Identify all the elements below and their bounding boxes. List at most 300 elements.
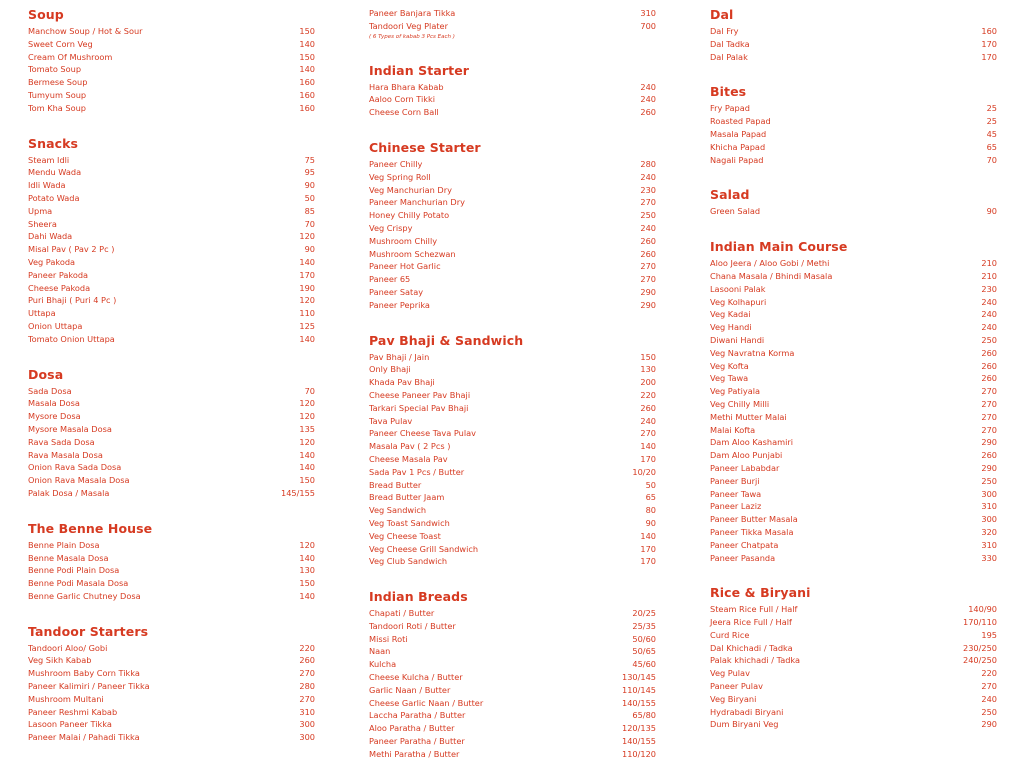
item-name: Chana Masala / Bhindi Masala	[710, 270, 833, 281]
menu-item	[710, 552, 997, 565]
item-price: 210	[981, 258, 997, 269]
item-name: Veg Navratna Korma	[710, 347, 795, 358]
item-price: 290	[640, 286, 656, 297]
menu-item	[369, 543, 656, 556]
menu-item	[28, 25, 315, 38]
item-name: Paneer Tikka Masala	[710, 526, 794, 537]
item-name: Paneer Paratha / Butter	[369, 736, 465, 747]
menu-item	[710, 629, 997, 642]
menu-item	[369, 633, 656, 646]
item-price: 140	[299, 256, 315, 267]
section-title: Dal	[710, 7, 734, 22]
menu-item	[710, 141, 997, 154]
item-price: 240/250	[962, 655, 997, 666]
item-name: Paneer Chilly	[369, 158, 423, 169]
menu-item	[710, 385, 997, 398]
item-price: 290	[640, 299, 656, 310]
menu-item	[369, 260, 656, 273]
item-price: 270	[981, 424, 997, 435]
item-name: Tarkari Special Pav Bhaji	[369, 402, 469, 413]
menu-item	[710, 25, 997, 38]
menu-column-3	[710, 7, 997, 752]
item-price: 135	[299, 423, 315, 434]
item-price: 270	[981, 681, 997, 692]
item-name: Benne Podi Plain Dosa	[28, 565, 120, 576]
item-name: Tandoori Roti / Butter	[369, 620, 456, 631]
item-name: Mysore Dosa	[28, 411, 81, 422]
item-price: 260	[640, 235, 656, 246]
menu-item	[710, 283, 997, 296]
menu-item	[28, 294, 315, 307]
menu-item	[28, 51, 315, 64]
item-name: Bread Butter Jaam	[369, 492, 445, 503]
menu-item	[28, 590, 315, 603]
item-price: 90	[645, 517, 656, 528]
item-name: Paneer 65	[369, 274, 411, 285]
menu-item	[369, 20, 656, 33]
section-title: Rice & Biryani	[710, 585, 811, 601]
item-price: 230	[640, 184, 656, 195]
menu-item	[369, 248, 656, 261]
menu-section	[28, 521, 315, 603]
item-price: 50	[645, 479, 656, 490]
menu-item	[710, 526, 997, 539]
item-price: 240	[981, 309, 997, 320]
item-name: Palak Dosa / Masala	[28, 487, 110, 498]
item-name: Dal Tadka	[710, 38, 750, 49]
menu-item	[369, 196, 656, 209]
item-price: 250	[640, 210, 656, 221]
menu-item	[710, 115, 997, 128]
menu-item	[28, 487, 315, 500]
item-name: Palak khichadi / Tadka	[710, 655, 801, 666]
menu-item	[28, 166, 315, 179]
item-name: Tandoori Aloo/ Gobi	[28, 642, 108, 653]
item-price: 170	[299, 269, 315, 280]
menu-item	[710, 667, 997, 680]
item-note: ( 6 Types of kabab 3 Pcs Each )	[369, 33, 455, 40]
menu-item	[710, 347, 997, 360]
item-name: Curd Rice	[710, 629, 750, 640]
item-price: 140	[299, 38, 315, 49]
item-price: 160	[299, 102, 315, 113]
item-price: 195	[981, 629, 997, 640]
item-name: Cheese Masala Pav	[369, 453, 448, 464]
item-name: Laccha Paratha / Butter	[369, 710, 466, 721]
item-price: 65/80	[632, 710, 656, 721]
item-name: Cream Of Mushroom	[28, 51, 113, 62]
item-price: 90	[304, 244, 315, 255]
section-title: Soup	[28, 7, 64, 22]
item-name: Cheese Paneer Pav Bhaji	[369, 389, 471, 400]
item-price: 240	[640, 222, 656, 233]
menu-item	[369, 491, 656, 504]
menu-item	[28, 667, 315, 680]
menu-item	[369, 479, 656, 492]
item-price: 120	[299, 411, 315, 422]
item-name: Veg Kadai	[710, 309, 751, 320]
item-price: 140/90	[968, 604, 997, 615]
item-name: Kulcha	[369, 659, 397, 670]
menu-item	[369, 158, 656, 171]
menu-item	[369, 645, 656, 658]
item-name: Paneer Laziz	[710, 501, 762, 512]
item-name: Veg Club Sandwich	[369, 556, 448, 567]
menu-item	[28, 731, 315, 744]
item-price: 140	[640, 530, 656, 541]
item-name: Cheese Corn Ball	[369, 107, 439, 118]
item-price: 210	[981, 270, 997, 281]
menu-item	[710, 51, 997, 64]
menu-column-1	[28, 7, 315, 765]
menu-item	[369, 466, 656, 479]
item-price: 70	[986, 154, 997, 165]
menu-item	[369, 235, 656, 248]
item-price: 310	[981, 501, 997, 512]
menu-section	[28, 624, 315, 744]
item-price: 80	[645, 505, 656, 516]
item-name: Paneer Peprika	[369, 299, 430, 310]
item-price: 190	[299, 282, 315, 293]
menu-item	[710, 616, 997, 629]
item-price: 300	[981, 488, 997, 499]
menu-item	[369, 171, 656, 184]
item-name: Tumyum Soup	[28, 89, 87, 100]
menu-item	[710, 718, 997, 731]
menu-item	[28, 38, 315, 51]
item-price: 120/135	[621, 723, 656, 734]
item-name: Benne Garlic Chutney Dosa	[28, 590, 141, 601]
item-name: Manchow Soup / Hot & Sour	[28, 26, 143, 36]
item-price: 65	[986, 141, 997, 152]
item-price: 160	[299, 77, 315, 88]
item-price: 260	[981, 347, 997, 358]
menu-item	[710, 500, 997, 513]
menu-item	[28, 397, 315, 410]
menu-item	[710, 539, 997, 552]
menu-item	[710, 102, 997, 115]
item-price: 270	[640, 197, 656, 208]
item-price: 90	[304, 180, 315, 191]
section-title: Chinese Starter	[369, 139, 481, 155]
menu-item	[369, 286, 656, 299]
menu-item	[369, 273, 656, 286]
item-price: 120	[299, 436, 315, 447]
item-name: Veg Cheese Grill Sandwich	[369, 543, 479, 554]
menu-item	[710, 257, 997, 270]
menu-section	[28, 7, 315, 115]
menu-item	[28, 552, 315, 565]
menu-item	[28, 564, 315, 577]
item-price: 220	[981, 668, 997, 679]
item-name: Paneer Kalimiri / Paneer Tikka	[28, 681, 150, 692]
item-price: 150	[640, 351, 656, 362]
menu-section	[369, 140, 656, 312]
menu-item	[369, 363, 656, 376]
item-price: 120	[299, 231, 315, 242]
item-name: Paneer Chatpata	[710, 539, 779, 550]
item-price: 230	[981, 283, 997, 294]
item-price: 300	[299, 719, 315, 730]
item-price: 140	[299, 449, 315, 460]
item-name: Bermese Soup	[28, 77, 88, 88]
menu-section	[710, 585, 997, 731]
item-price: 300	[981, 514, 997, 525]
item-name: Onion Rava Masala Dosa	[28, 475, 130, 486]
item-name: Dum Biryani Veg	[710, 719, 779, 730]
section-title: Snacks	[28, 135, 79, 151]
menu-item	[710, 321, 997, 334]
item-name: Veg Kolhapuri	[710, 296, 767, 307]
item-price: 95	[304, 167, 315, 178]
item-price: 20/25	[632, 608, 656, 619]
item-price: 700	[640, 20, 656, 31]
item-price: 260	[299, 655, 315, 666]
item-price: 240	[981, 322, 997, 333]
item-name: Tava Pulav	[369, 415, 413, 426]
item-price: 240	[640, 171, 656, 182]
item-name: Veg Handi	[710, 322, 752, 333]
item-name: Rava Sada Dosa	[28, 436, 95, 447]
item-price: 125	[299, 320, 315, 331]
item-price: 200	[640, 377, 656, 388]
item-name: Aaloo Corn Tikki	[369, 94, 436, 105]
item-price: 25	[986, 103, 997, 114]
menu-item	[28, 192, 315, 205]
menu-item	[710, 372, 997, 385]
menu-item	[28, 230, 315, 243]
item-price: 170/110	[962, 617, 997, 628]
section-title: Tandoor Starters	[28, 623, 149, 639]
item-name: Pav Bhaji / Jain	[369, 351, 430, 362]
item-name: Paneer Cheese Tava Pulav	[369, 428, 476, 439]
item-price: 110/145	[621, 684, 656, 695]
item-name: Steam Idli	[28, 154, 70, 165]
item-price: 220	[299, 642, 315, 653]
menu-item	[369, 209, 656, 222]
item-price: 290	[981, 437, 997, 448]
menu-item	[28, 102, 315, 115]
item-name: Veg Patiyala	[710, 386, 761, 397]
menu-item	[369, 184, 656, 197]
item-name: Honey Chilly Potato	[369, 210, 450, 221]
item-price: 140	[299, 590, 315, 601]
item-name: Khada Pav Bhaji	[369, 377, 435, 388]
item-price: 70	[304, 218, 315, 229]
item-price: 310	[640, 8, 656, 18]
menu-item	[710, 642, 997, 655]
item-name: Paneer Manchurian Dry	[369, 197, 465, 208]
item-price: 140	[299, 552, 315, 563]
item-name: Veg Pakoda	[28, 256, 76, 267]
menu-item	[369, 222, 656, 235]
menu-item	[369, 607, 656, 620]
item-name: Veg Sandwich	[369, 505, 427, 516]
item-name: Puri Bhaji ( Puri 4 Pc )	[28, 295, 117, 306]
item-name: Veg Tawa	[710, 373, 749, 384]
menu-item	[369, 722, 656, 735]
menu-item	[28, 282, 315, 295]
item-name: Tom Kha Soup	[28, 102, 86, 113]
menu-item	[710, 488, 997, 501]
menu-section	[28, 136, 315, 346]
item-name: Chapati / Butter	[369, 608, 435, 619]
menu-item	[369, 709, 656, 722]
item-price: 160	[981, 26, 997, 36]
item-price: 260	[981, 373, 997, 384]
menu-section	[710, 187, 997, 218]
menu-item	[369, 402, 656, 415]
item-price: 290	[981, 719, 997, 730]
item-name: Mendu Wada	[28, 167, 82, 178]
menu-item	[710, 205, 997, 218]
menu-item	[28, 680, 315, 693]
item-price: 70	[304, 385, 315, 396]
item-name: Paneer Pulav	[710, 681, 763, 692]
item-name: Tomato Onion Uttapa	[28, 333, 115, 344]
item-price: 250	[981, 475, 997, 486]
menu-item	[369, 93, 656, 106]
item-name: Paneer Butter Masala	[710, 514, 798, 525]
menu-section	[28, 367, 315, 500]
item-price: 140	[299, 462, 315, 473]
section-title: Bites	[710, 84, 747, 100]
item-price: 50	[304, 192, 315, 203]
menu-item	[28, 243, 315, 256]
item-name: Veg Manchurian Dry	[369, 184, 452, 195]
item-price: 25/35	[632, 620, 656, 631]
item-price: 310	[981, 539, 997, 550]
item-name: Idli Wada	[28, 180, 66, 191]
section-title: Indian Main Course	[710, 239, 848, 255]
item-price: 150	[299, 51, 315, 62]
item-price: 160	[299, 89, 315, 100]
menu-item	[710, 398, 997, 411]
item-price: 65	[645, 492, 656, 503]
item-name: Steam Rice Full / Half	[710, 604, 798, 615]
menu-item	[710, 360, 997, 373]
item-name: Dam Aloo Punjabi	[710, 450, 783, 461]
item-price: 270	[299, 693, 315, 704]
item-name: Naan	[369, 646, 391, 657]
item-name: Missi Roti	[369, 633, 408, 644]
item-name: Nagali Papad	[710, 154, 764, 165]
item-price: 170	[640, 453, 656, 464]
item-price: 170	[981, 38, 997, 49]
item-price: 240	[981, 693, 997, 704]
section-title: Salad	[710, 187, 750, 203]
item-name: Methi Mutter Malai	[710, 411, 787, 422]
item-price: 50/60	[632, 633, 656, 644]
menu-item	[710, 128, 997, 141]
menu-item	[369, 555, 656, 568]
item-price: 25	[986, 116, 997, 127]
item-price: 240	[640, 94, 656, 105]
menu-item	[28, 256, 315, 269]
item-name: Aloo Paratha / Butter	[369, 723, 455, 734]
item-name: Benne Plain Dosa	[28, 539, 100, 550]
item-name: Lasoon Paneer Tikka	[28, 719, 112, 730]
item-price: 320	[981, 526, 997, 537]
item-name: Roasted Papad	[710, 116, 771, 127]
item-name: Tandoori Veg Plater	[369, 20, 448, 31]
menu-item	[28, 539, 315, 552]
item-price: 150	[299, 578, 315, 589]
item-price: 140/155	[621, 736, 656, 747]
menu-item	[369, 748, 656, 761]
item-name: Veg Toast Sandwich	[369, 517, 450, 528]
menu-item	[710, 693, 997, 706]
menu-item	[710, 475, 997, 488]
item-name: Veg Kofta	[710, 360, 749, 371]
item-name: Jeera Rice Full / Half	[710, 617, 792, 628]
item-price: 220	[640, 389, 656, 400]
menu-item	[28, 320, 315, 333]
menu-item	[28, 63, 315, 76]
item-price: 270	[299, 668, 315, 679]
menu-item	[369, 106, 656, 119]
item-price: 260	[640, 107, 656, 118]
item-price: 260	[640, 248, 656, 259]
menu-item	[369, 684, 656, 697]
item-price: 280	[640, 158, 656, 169]
item-name: Sada Dosa	[28, 385, 72, 396]
item-name: Paneer Tawa	[710, 488, 762, 499]
item-price: 310	[299, 706, 315, 717]
menu-item	[369, 415, 656, 428]
item-name: Masala Pav ( 2 Pcs )	[369, 441, 451, 452]
item-price: 10/20	[632, 466, 656, 477]
item-name: Paneer Malai / Pahadi Tikka	[28, 732, 140, 743]
item-price: 270	[640, 274, 656, 285]
menu-item	[28, 205, 315, 218]
menu-section	[710, 7, 997, 63]
item-name: Fry Papad	[710, 103, 750, 114]
section-title: Dosa	[28, 366, 64, 382]
item-name: Mushroom Schezwan	[369, 248, 456, 259]
menu-item	[28, 269, 315, 282]
menu-item	[710, 449, 997, 462]
menu-section	[710, 239, 997, 564]
item-price: 140	[640, 441, 656, 452]
menu-item	[710, 411, 997, 424]
item-name: Mushroom Baby Corn Tikka	[28, 668, 140, 679]
menu-item	[28, 154, 315, 167]
menu-item	[28, 333, 315, 346]
item-price: 140	[299, 64, 315, 75]
menu-item	[710, 680, 997, 693]
item-name: Benne Podi Masala Dosa	[28, 578, 129, 589]
item-name: Potato Wada	[28, 192, 80, 203]
item-name: Dam Aloo Kashamiri	[710, 437, 794, 448]
section-title: Indian Starter	[369, 62, 470, 78]
item-name: Tomato Soup	[28, 64, 82, 75]
menu-item	[710, 424, 997, 437]
item-price: 120	[299, 295, 315, 306]
menu-section	[369, 63, 656, 119]
item-name: Diwani Handi	[710, 334, 765, 345]
item-price: 150	[299, 26, 315, 36]
item-price: 290	[981, 462, 997, 473]
item-price: 150	[299, 475, 315, 486]
menu-item	[28, 642, 315, 655]
menu-item	[369, 697, 656, 710]
item-name: Misal Pav ( Pav 2 Pc )	[28, 244, 115, 255]
menu-item	[710, 308, 997, 321]
menu-item	[369, 504, 656, 517]
item-name: Sheera	[28, 218, 57, 229]
item-price: 110	[299, 308, 315, 319]
